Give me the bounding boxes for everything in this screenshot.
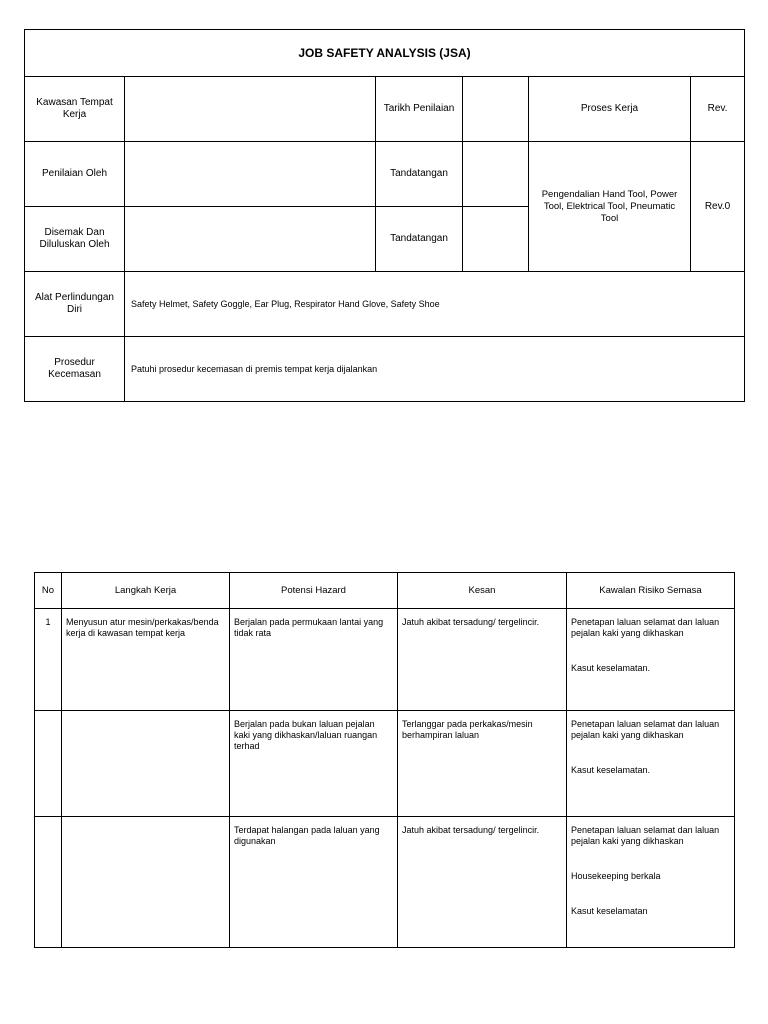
row-kawalan — [567, 711, 735, 817]
kawalan-item: Kasut keselamatan — [571, 906, 648, 916]
row-langkah — [62, 817, 230, 948]
kawasan-value — [125, 77, 376, 142]
tandatangan-value-1 — [463, 142, 529, 207]
rev-value: Rev.0 — [691, 142, 745, 272]
col-header-langkah: Langkah Kerja — [62, 573, 230, 609]
kawalan-item: Housekeeping berkala — [571, 871, 661, 881]
apd-value: Safety Helmet, Safety Goggle, Ear Plug, Respirator Hand Glove, Safety Shoe — [125, 272, 745, 337]
proses-label: Proses Kerja — [529, 77, 691, 142]
prosedur-value: Patuhi prosedur kecemasan di premis tempat kerja dijalankan — [125, 337, 745, 402]
disemak-value — [125, 207, 376, 272]
kawalan-item: Penetapan laluan selamat dan laluan pejalan kaki yang dikhaskan — [571, 825, 720, 846]
table-row — [35, 711, 735, 817]
jsa-steps-table — [34, 572, 735, 948]
penilaian-value — [125, 142, 376, 207]
row-kawalan — [567, 609, 735, 711]
row-langkah — [62, 711, 230, 817]
disemak-label: Disemak Dan Diluluskan Oleh — [25, 207, 125, 272]
row-kawalan — [567, 817, 735, 948]
col-header-no: No — [35, 573, 62, 609]
kawalan-item: Penetapan laluan selamat dan laluan pejalan kaki yang dikhaskan — [571, 719, 720, 740]
kawalan-item: Kasut keselamatan. — [571, 663, 651, 673]
row-kesan: Jatuh akibat tersadung/ tergelincir. — [398, 817, 567, 948]
row-hazard: Berjalan pada permukaan lantai yang tidak rata — [230, 609, 398, 711]
row-no: 1 — [35, 609, 62, 711]
penilaian-label: Penilaian Oleh — [25, 142, 125, 207]
proses-value: Pengendalian Hand Tool, Power Tool, Elektrical Tool, Pneumatic Tool — [529, 142, 691, 272]
document-title: JOB SAFETY ANALYSIS (JSA) — [25, 30, 745, 77]
jsa-header-table — [24, 29, 745, 402]
row-hazard: Terdapat halangan pada laluan yang digunakan — [230, 817, 398, 948]
prosedur-label: Prosedur Kecemasan — [25, 337, 125, 402]
col-header-hazard: Potensi Hazard — [230, 573, 398, 609]
tandatangan-label-2: Tandatangan — [376, 207, 463, 272]
apd-label: Alat Perlindungan Diri — [25, 272, 125, 337]
row-no — [35, 711, 62, 817]
col-header-kawalan: Kawalan Risiko Semasa — [567, 573, 735, 609]
row-kesan: Jatuh akibat tersadung/ tergelincir. — [398, 609, 567, 711]
row-no — [35, 817, 62, 948]
table-header-row — [35, 573, 735, 609]
table-row — [35, 817, 735, 948]
row-hazard: Berjalan pada bukan laluan pejalan kaki yang dikhaskan/laluan ruangan terhad — [230, 711, 398, 817]
table-row — [35, 609, 735, 711]
row-langkah: Menyusun atur mesin/perkakas/benda kerja di kawasan tempat kerja — [62, 609, 230, 711]
tandatangan-label-1: Tandatangan — [376, 142, 463, 207]
kawasan-label: Kawasan Tempat Kerja — [25, 77, 125, 142]
tarikh-label: Tarikh Penilaian — [376, 77, 463, 142]
tarikh-value — [463, 77, 529, 142]
col-header-kesan: Kesan — [398, 573, 567, 609]
tandatangan-value-2 — [463, 207, 529, 272]
kawalan-item: Kasut keselamatan. — [571, 765, 651, 775]
row-kesan: Terlanggar pada perkakas/mesin berhampiran laluan — [398, 711, 567, 817]
rev-label: Rev. — [691, 77, 745, 142]
kawalan-item: Penetapan laluan selamat dan laluan pejalan kaki yang dikhaskan — [571, 617, 720, 638]
